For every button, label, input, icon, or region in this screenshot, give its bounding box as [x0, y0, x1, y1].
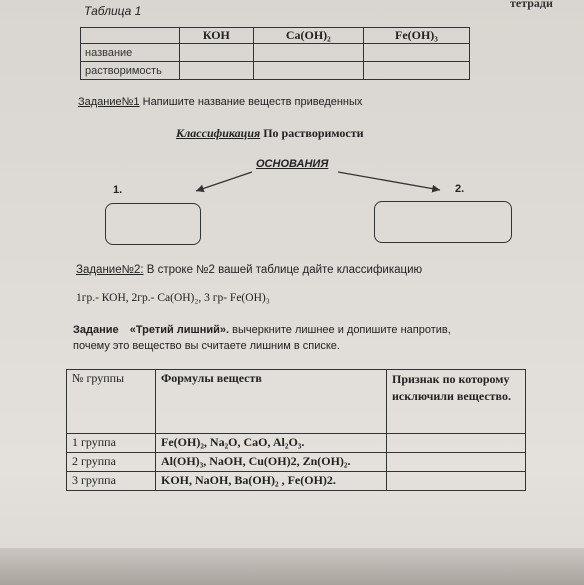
- group-name: 2 группа: [67, 453, 156, 472]
- task-3-title: «Третий лишний».: [129, 324, 230, 336]
- task-2: [76, 264, 422, 276]
- table-2-header-cell: Формулы веществ: [156, 370, 387, 434]
- page-shadow: [0, 548, 584, 585]
- table-2-header-row: [67, 370, 526, 434]
- row-label: название: [81, 44, 180, 62]
- table-2: [66, 369, 526, 491]
- diagram-center-label: ОСНОВАНИЯ: [256, 158, 329, 170]
- group-formulas: Fe(OH)₂, Na₂O, CaO, Al₂O₃.: [156, 434, 387, 453]
- answer-cell[interactable]: [387, 434, 526, 453]
- classification-label: Классификация: [176, 126, 261, 140]
- task-1-label: Задание№1: [78, 96, 140, 108]
- group-formulas: KOH, NaOH, Ba(OH)₂ , Fe(OH)2.: [156, 472, 387, 491]
- answer-box-right[interactable]: [374, 201, 512, 243]
- diagram-left-number: 1.: [113, 184, 123, 196]
- task-3-text-1: вычеркните лишнее и допишите напротив,: [229, 324, 451, 336]
- task-3-line-1: [73, 324, 451, 336]
- task-3-line-2: почему это вещество вы считаете лишним в списке.: [73, 340, 340, 352]
- row-label: растворимость: [81, 62, 180, 80]
- corner-text: тетради: [510, 0, 553, 10]
- group-formulas: Al(OH)₃, NaOH, Cu(OH)2, Zn(OH)₂.: [156, 453, 387, 472]
- table-caption: Таблица 1: [84, 4, 142, 18]
- answer-cell[interactable]: [387, 472, 526, 491]
- task-2-groups: 1гр.- КОН, 2гр.- Са(ОН)₂, 3 гр- Fe(OH)₃: [76, 292, 270, 304]
- task-1-text: Напишите название веществ приведенных: [139, 96, 363, 108]
- group-name: 3 группа: [67, 472, 156, 491]
- group-name: 1 группа: [67, 434, 156, 453]
- answer-cell[interactable]: [387, 453, 526, 472]
- arrow-right: [338, 172, 440, 190]
- diagram-right-number: 2.: [455, 183, 465, 195]
- arrow-left: [196, 172, 252, 191]
- table-2-header-cell: № группы: [67, 370, 156, 434]
- task-3-label: Задание: [73, 324, 119, 336]
- answer-box-left[interactable]: [105, 203, 201, 245]
- classification-text: По растворимости: [260, 126, 364, 140]
- table-1-header-cell: Fe(OH)₃: [363, 28, 469, 44]
- task-2-text: В строке №2 вашей таблице дайте классификацию: [143, 264, 423, 276]
- table-2-header-cell: Признак по которому исключили вещество.: [387, 370, 526, 434]
- table-1-header-cell: КОН: [180, 28, 254, 44]
- table-1-header-cell: Ca(OH)₂: [253, 28, 363, 44]
- table-row: [67, 472, 526, 491]
- table-row: [67, 453, 526, 472]
- task-2-label: Задание№2:: [76, 264, 144, 276]
- table-row: [67, 434, 526, 453]
